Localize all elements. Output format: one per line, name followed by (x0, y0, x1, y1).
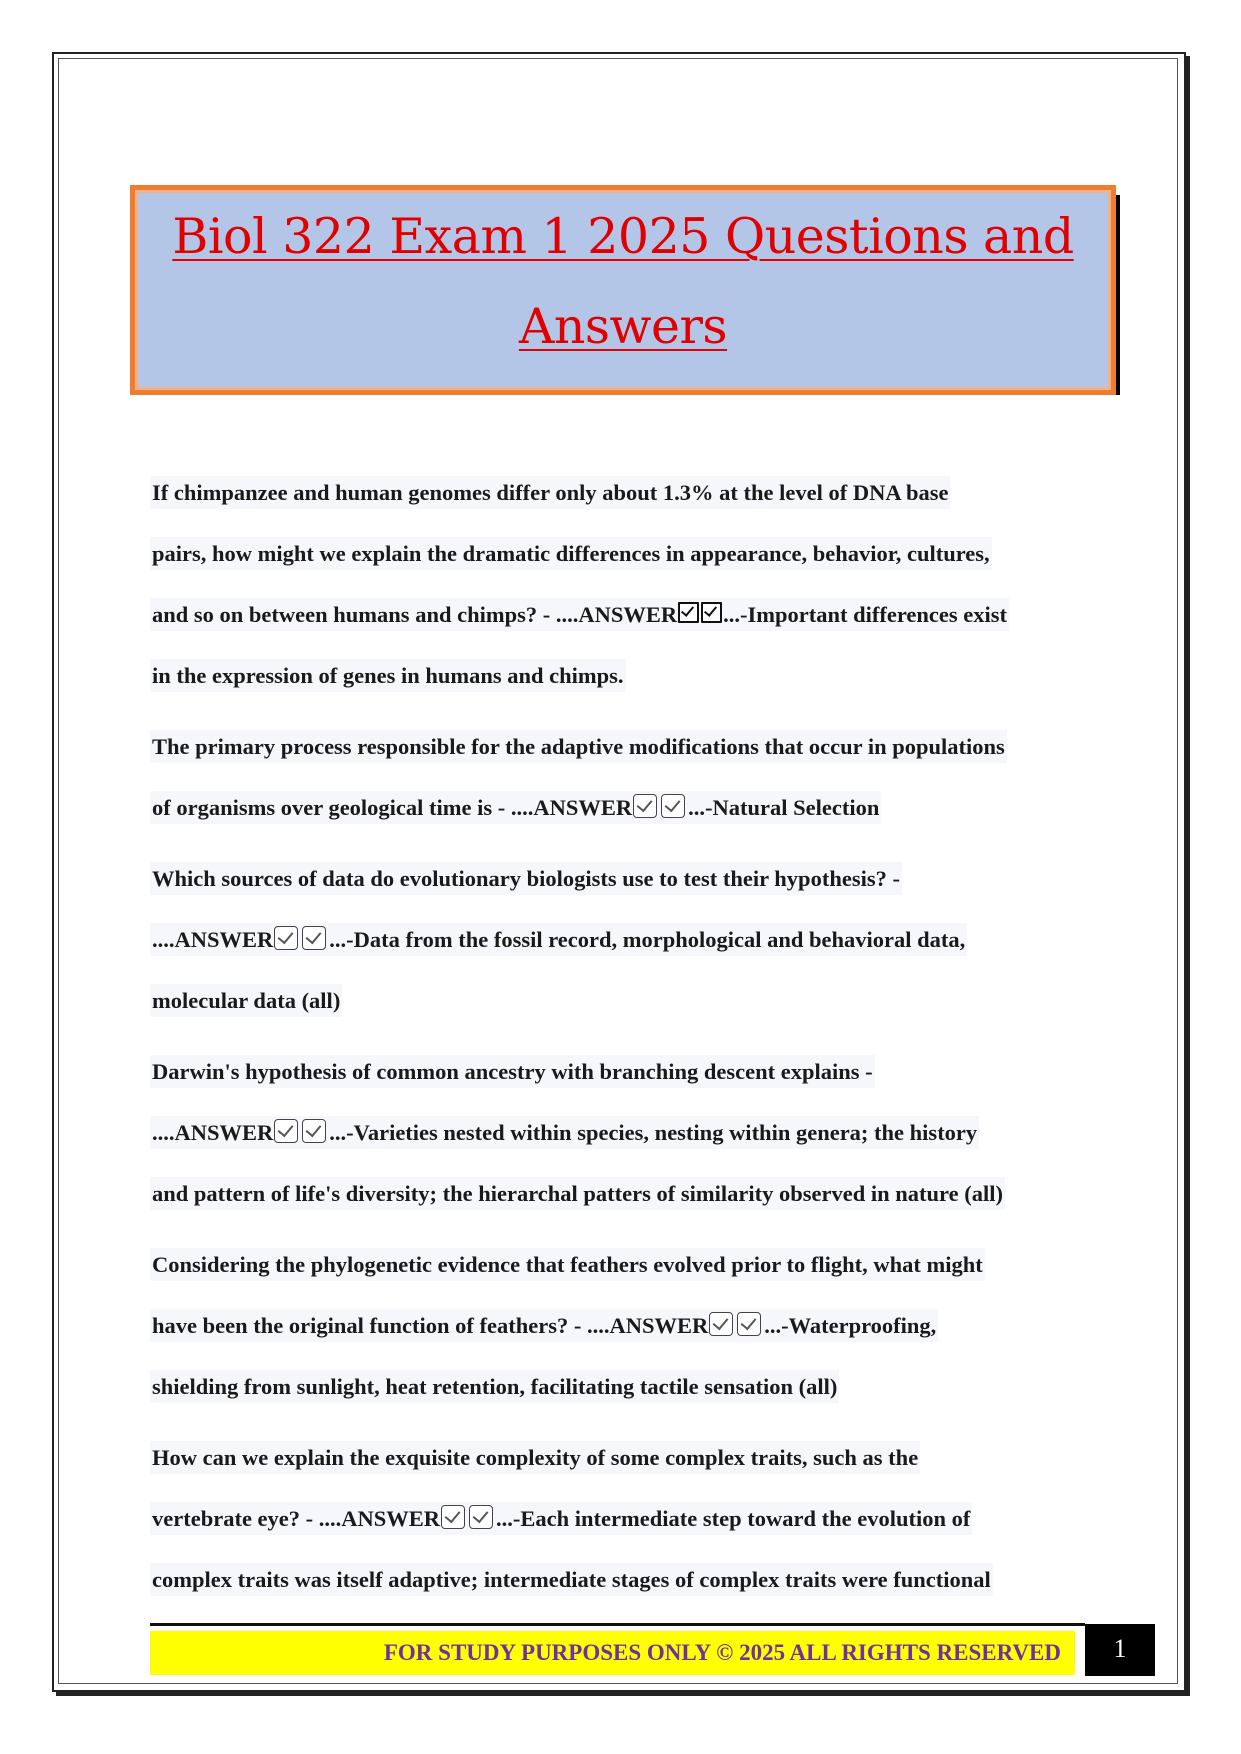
answer-prefix: and so on between humans and chimps? - ....ANSWER (152, 602, 678, 627)
answer-prefix: ....ANSWER (152, 1120, 274, 1145)
qa-item (150, 848, 1090, 1031)
qa-line-text: and pattern of life's diversity; the hierarchal patters of similarity observed in nature (all) (150, 1177, 1005, 1210)
qa-line-text: molecular data (all) (150, 984, 342, 1017)
qa-item (150, 462, 1090, 706)
qa-line-text (150, 1116, 979, 1149)
qa-line (150, 1163, 1090, 1224)
qa-item (150, 1427, 1090, 1610)
qa-line (150, 716, 1090, 777)
checkmark-icon (274, 1119, 298, 1143)
footer-text: FOR STUDY PURPOSES ONLY © 2025 ALL RIGHTS RESERVED (383, 1640, 1061, 1665)
checkmark-icon (701, 602, 722, 623)
qa-line (150, 462, 1090, 523)
answer-prefix: have been the original function of feathers? - ....ANSWER (152, 1313, 709, 1338)
checkmark-icon (661, 794, 685, 818)
qa-line (150, 645, 1090, 706)
qa-line (150, 1549, 1090, 1610)
answer-text: ...-Waterproofing, (764, 1313, 937, 1338)
answer-text: ...-Important differences exist (723, 602, 1008, 627)
answer-text: ...-Natural Selection (688, 795, 880, 820)
qa-line (150, 523, 1090, 584)
qa-line-text (150, 1502, 972, 1535)
qa-line (150, 909, 1090, 970)
qa-line (150, 848, 1090, 909)
qa-content (150, 462, 1090, 1620)
checkmark-icon (302, 1119, 326, 1143)
qa-line-text: How can we explain the exquisite complexity of some complex traits, such as the (150, 1441, 920, 1474)
qa-line-text: Darwin's hypothesis of common ancestry with branching descent explains - (150, 1055, 875, 1088)
qa-line (150, 584, 1090, 645)
answer-text: ...-Varieties nested within species, nesting within genera; the history (329, 1120, 978, 1145)
checkmark-icon (678, 602, 699, 623)
checkmark-icon (274, 926, 298, 950)
qa-line (150, 1488, 1090, 1549)
qa-line-text (150, 791, 881, 824)
qa-line (150, 1102, 1090, 1163)
checkmark-icon (469, 1505, 493, 1529)
checkmark-icon (441, 1505, 465, 1529)
qa-line (150, 1041, 1090, 1102)
qa-line (150, 1356, 1090, 1417)
qa-line (150, 970, 1090, 1031)
document-title-line-1: Biol 322 Exam 1 2025 Questions and (172, 208, 1074, 265)
answer-prefix: ....ANSWER (152, 927, 274, 952)
answer-text: ...-Data from the fossil record, morphological and behavioral data, (329, 927, 966, 952)
qa-item (150, 1234, 1090, 1417)
answer-prefix: of organisms over geological time is - ....ANSWER (152, 795, 633, 820)
qa-line-text: pairs, how might we explain the dramatic differences in appearance, behavior, cultures, (150, 537, 992, 570)
qa-line-text: Considering the phylogenetic evidence that feathers evolved prior to flight, what might (150, 1248, 985, 1281)
checkmark-icon (709, 1312, 733, 1336)
qa-line (150, 777, 1090, 838)
checkmark-icon (633, 794, 657, 818)
qa-line-text: shielding from sunlight, heat retention, facilitating tactile sensation (all) (150, 1370, 839, 1403)
page-number: 1 (1085, 1624, 1155, 1676)
checkmark-icon (302, 926, 326, 950)
qa-line (150, 1427, 1090, 1488)
qa-line (150, 1234, 1090, 1295)
qa-item (150, 716, 1090, 838)
title-box (130, 185, 1116, 395)
document-title-line-2: Answers (518, 298, 728, 355)
qa-line-text: complex traits was itself adaptive; intermediate stages of complex traits were functional (150, 1563, 993, 1596)
checkmark-icon (737, 1312, 761, 1336)
footer-rule (150, 1623, 1085, 1626)
qa-line-text: The primary process responsible for the adaptive modifications that occur in populations (150, 730, 1007, 763)
answer-text: ...-Each intermediate step toward the evolution of (496, 1506, 971, 1531)
qa-line-text (150, 1309, 938, 1342)
qa-item (150, 1041, 1090, 1224)
qa-line-text: If chimpanzee and human genomes differ only about 1.3% at the level of DNA base (150, 476, 950, 509)
qa-line-text (150, 923, 967, 956)
qa-line-text (150, 598, 1009, 631)
qa-line-text: Which sources of data do evolutionary biologists use to test their hypothesis? - (150, 862, 902, 895)
qa-line-text: in the expression of genes in humans and chimps. (150, 659, 626, 692)
answer-prefix: vertebrate eye? - ....ANSWER (152, 1506, 441, 1531)
footer-bar (150, 1631, 1075, 1675)
qa-line (150, 1295, 1090, 1356)
